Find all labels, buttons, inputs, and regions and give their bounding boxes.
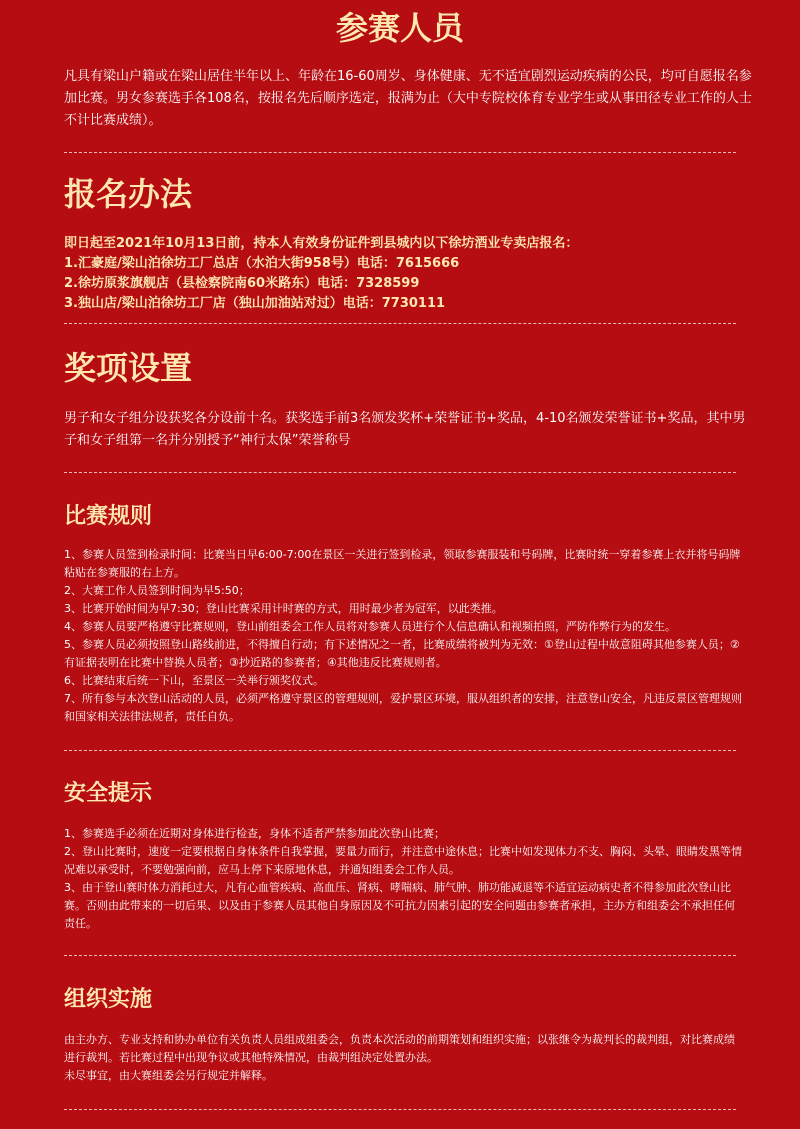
- participants-title: 参赛人员: [335, 9, 464, 47]
- organization-note: 未尽事宜，由大赛组委会另行规定并解释。: [64, 1069, 273, 1082]
- divider-5: [64, 955, 736, 956]
- organization-title: 组织实施: [64, 987, 153, 1012]
- safety-item: 2、登山比赛时，速度一定要根据自身体条件自我掌握，要量力而行，并注意中途休息；比赛中如发现体力不支、胸闷、头晕、眼睛发黑等情况难以承受时，不要勉强向前，应马上停下来原地休息，并通知组委会工作人员。: [64, 845, 742, 876]
- rules-list: [64, 546, 744, 726]
- divider-2: [64, 323, 736, 324]
- rule-item: 6、比赛结束后统一下山，至景区一关举行颁奖仪式。: [64, 674, 324, 687]
- safety-item: 3、由于登山赛时体力消耗过大，凡有心血管疾病、高血压、肾病、哮喘病、肺气肿、肺功能减退等不适宜运动病史者不得参加此次登山比赛。否则由此带来的一切后果、以及由于参赛人员其他自身原因及不可抗力因素引起的安全问题由参赛者承担，主办方和组委会不承担任何责任。: [64, 881, 735, 930]
- rule-item: 4、参赛人员要严格遵守比赛规则，登山前组委会工作人员将对参赛人员进行个人信息确认和视频拍照，严防作弊行为的发生。: [64, 620, 676, 633]
- divider-6: [64, 1109, 736, 1110]
- participants-text: 凡具有梁山户籍或在梁山居住半年以上、年龄在16-60周岁、身体健康、无不适宜剧烈运动疾病的公民，均可自愿报名参加比赛。男女参赛选手各108名，按报名先后顺序选定，报满为止（大中专院校体育专业学生或从事田径专业工作的人士不计比赛成绩）。: [64, 69, 752, 128]
- divider-3: [64, 472, 736, 473]
- safety-item: 1、参赛选手必须在近期对身体进行检查，身体不适者严禁参加此次登山比赛；: [64, 827, 445, 840]
- registration-intro: 即日起至2021年10月13日前，持本人有效身份证件到县城内以下徐坊酒业专卖店报名：: [64, 236, 579, 251]
- rule-item: 2、大赛工作人员签到时间为早5:50；: [64, 584, 250, 597]
- safety-list: [64, 825, 744, 933]
- organization-list: [64, 1031, 744, 1085]
- rule-item: 5、参赛人员必须按照登山路线前进，不得擅自行动；有下述情况之一者，比赛成绩将被判为无效：①登山过程中故意阻碍其他参赛人员；②有证据表明在比赛中替换人员者；③抄近路的参赛者；④其他违反比赛规则者。: [64, 638, 740, 669]
- divider-4: [64, 750, 736, 751]
- registration-store-1: 1.汇豪庭/梁山泊徐坊工厂总店（水泊大街958号）电话：7615666: [64, 256, 460, 271]
- registration-list: [64, 234, 754, 314]
- registration-title: 报名办法: [64, 175, 193, 213]
- awards-title: 奖项设置: [64, 349, 193, 387]
- divider-1: [64, 152, 736, 153]
- registration-store-2: 2.徐坊原浆旗舰店（县检察院南60米路东）电话：7328599: [64, 276, 420, 291]
- awards-text: 男子和女子组分设获奖各分设前十名。获奖选手前3名颁发奖杯+荣誉证书+奖品，4-10名颁发荣誉证书+奖品，其中男子和女子组第一名并分别授予“神行太保”荣誉称号: [64, 411, 746, 448]
- rules-title: 比赛规则: [64, 504, 153, 529]
- rule-item: 7、所有参与本次登山活动的人员，必须严格遵守景区的管理规则，爱护景区环境，服从组织者的安排，注意登山安全，凡违反景区管理规则和国家相关法律法规者，责任自负。: [64, 692, 742, 723]
- rule-item: 1、参赛人员签到检录时间：比赛当日早6:00-7:00在景区一关进行签到检录，领取参赛服装和号码牌，比赛时统一穿着参赛上衣并将号码牌粘贴在参赛服的右上方。: [64, 548, 741, 579]
- rule-item: 3、比赛开始时间为早7:30；登山比赛采用计时赛的方式，用时最少者为冠军，以此类推。: [64, 602, 503, 615]
- safety-title: 安全提示: [64, 781, 153, 806]
- organization-text: 由主办方、专业支持和协办单位有关负责人员组成组委会，负责本次活动的前期策划和组织实施；以张继令为裁判长的裁判组，对比赛成绩进行裁判。若比赛过程中出现争议或其他特殊情况，由裁判组决定处置办法。: [64, 1033, 735, 1064]
- registration-store-3: 3.独山店/梁山泊徐坊工厂店（独山加油站对过）电话：7730111: [64, 296, 446, 311]
